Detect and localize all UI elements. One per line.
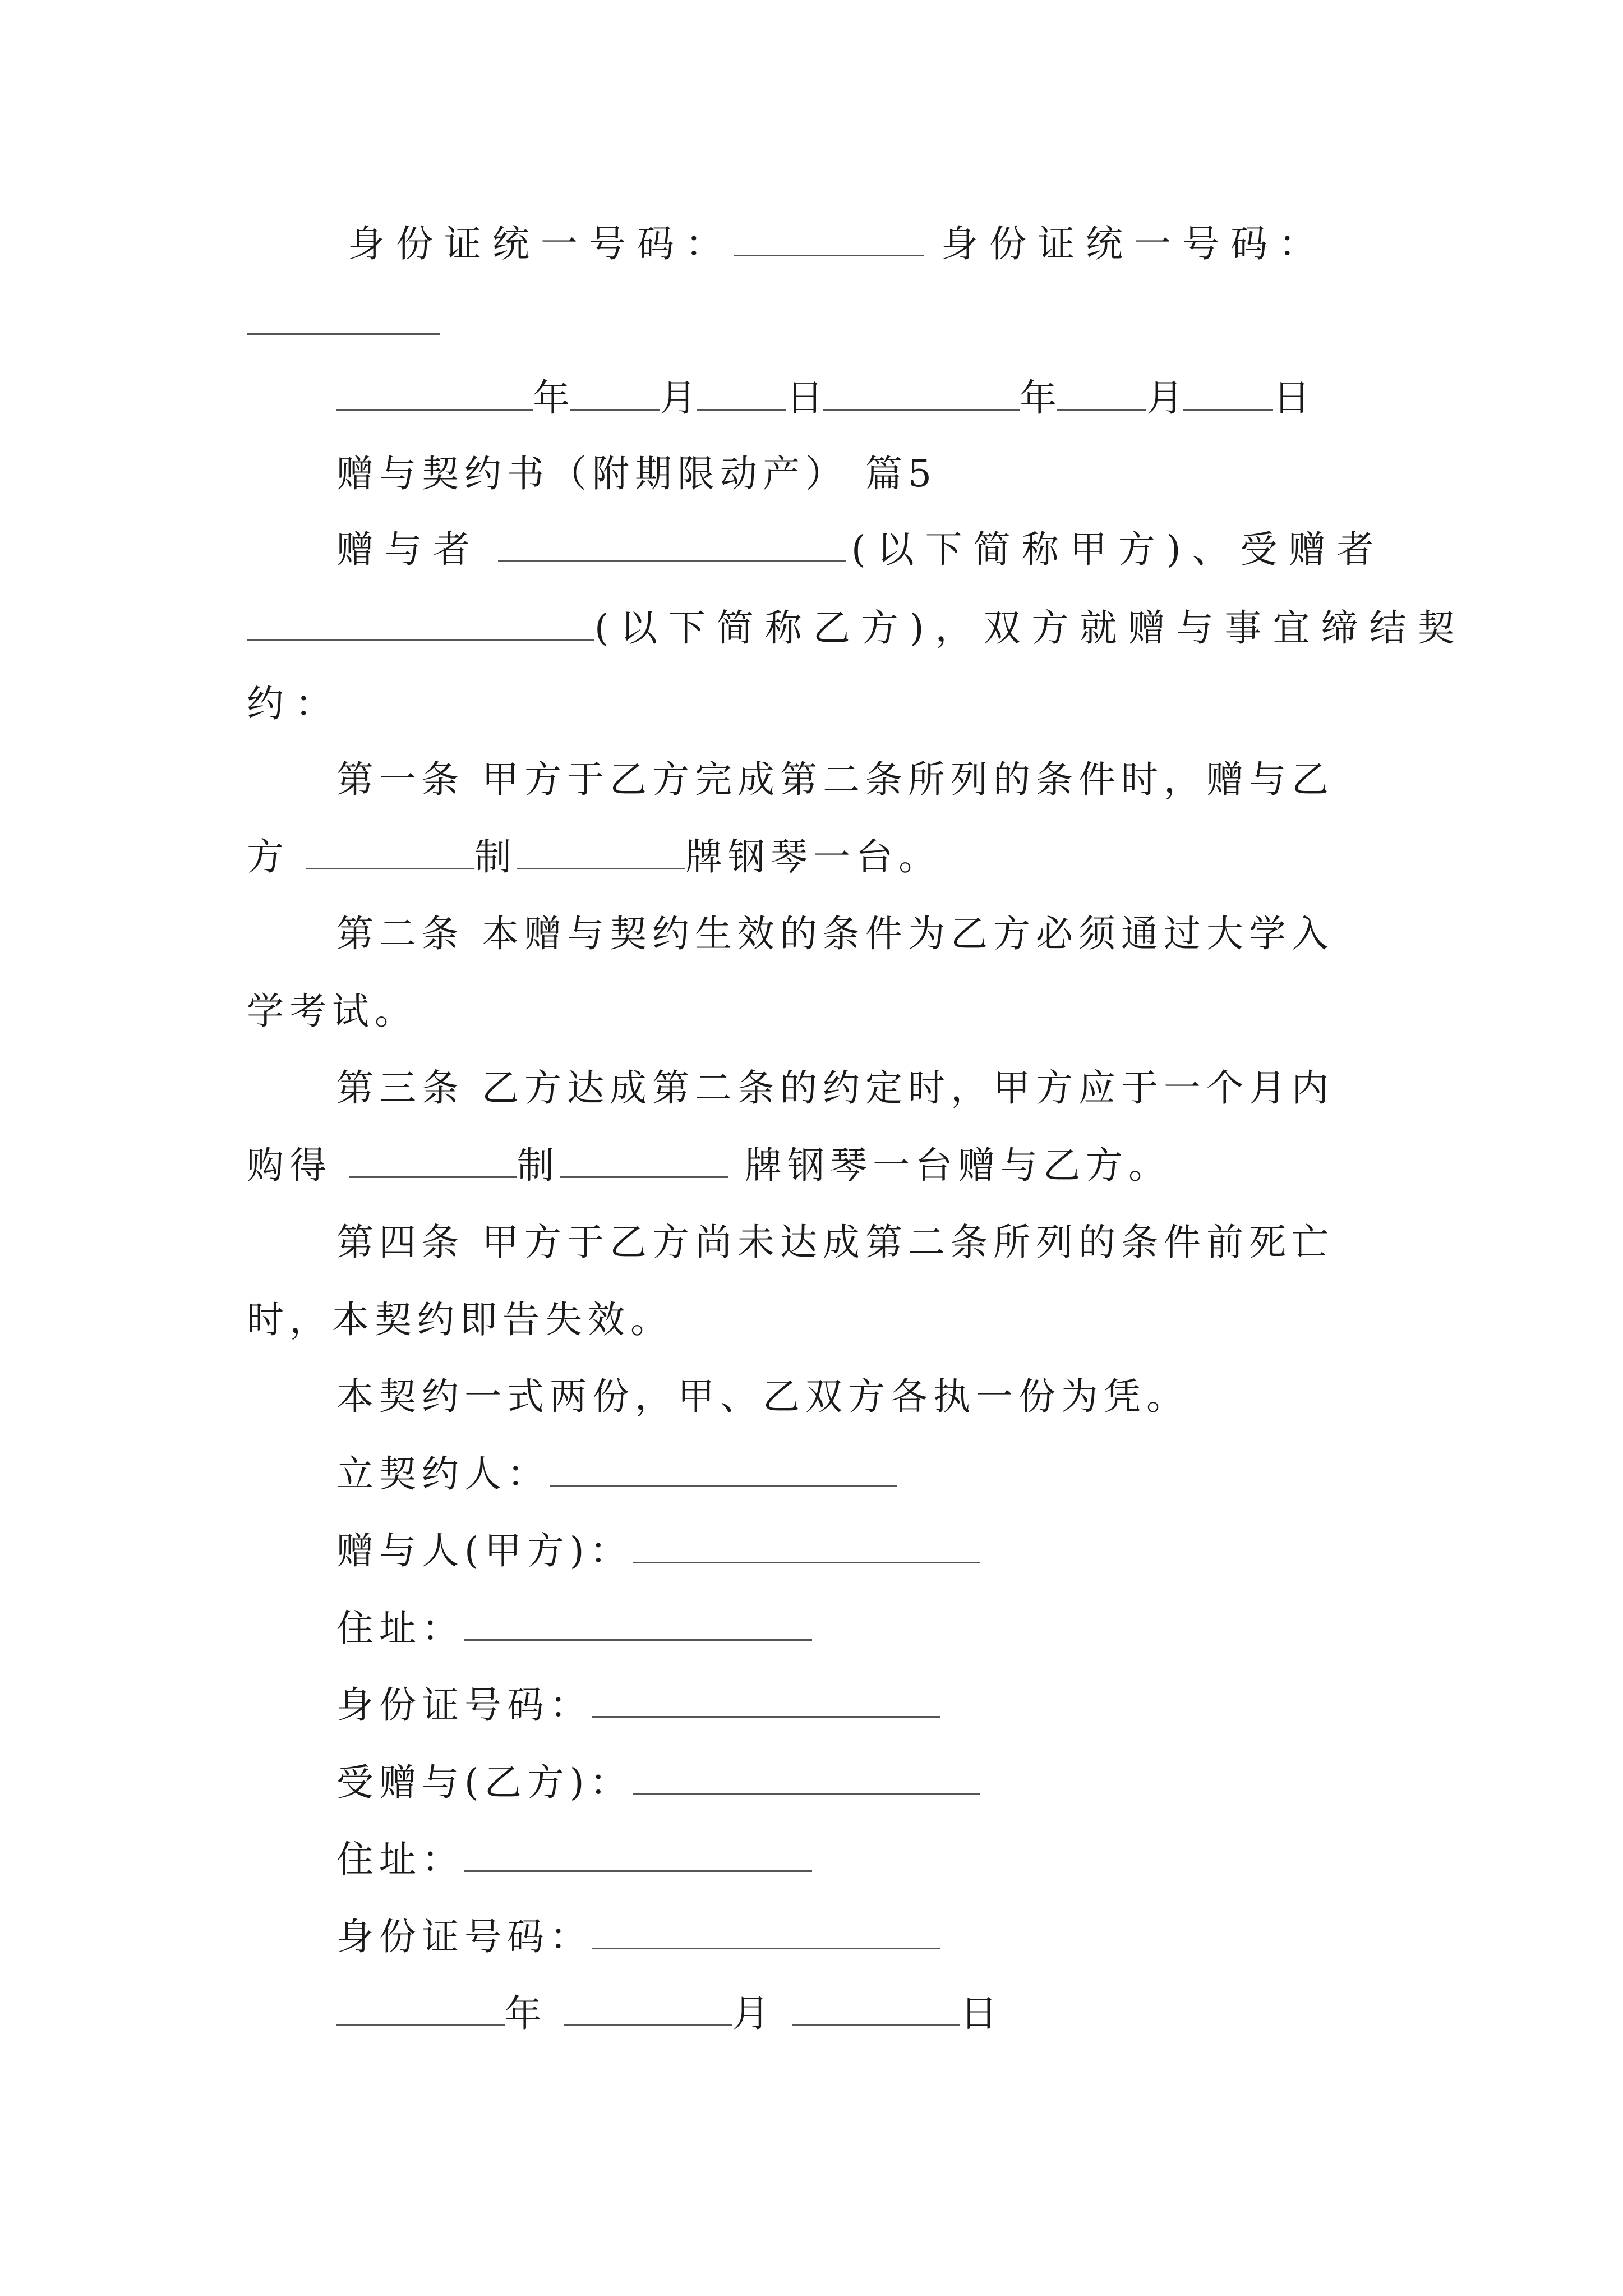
sig-donor-address-label: 住址： xyxy=(336,1607,464,1650)
article-1-blank-a xyxy=(306,835,474,869)
year-label-b: 年 xyxy=(1020,376,1057,420)
article-3-goude: 购得 xyxy=(247,1144,332,1187)
intro-part2: (以下简称乙方)，双方就赠与事宜缔结契 xyxy=(594,606,1466,650)
copies-statement: 本契约一式两份，甲、乙双方各执一份为凭。 xyxy=(336,1375,1189,1418)
sig-donee-line xyxy=(336,1760,980,1805)
sig-donee-address-line xyxy=(336,1837,812,1882)
year-blank-a xyxy=(336,376,533,411)
intro-line-3: 约： xyxy=(247,682,343,725)
donee-blank xyxy=(247,606,594,641)
month-blank-a xyxy=(570,376,660,411)
article-1-line-2 xyxy=(247,835,941,880)
date-pair-line xyxy=(336,376,1310,421)
sig-party-blank xyxy=(550,1452,897,1487)
final-date-line xyxy=(336,1991,1003,2036)
donor-blank xyxy=(498,528,846,562)
month-label-b: 月 xyxy=(1146,376,1183,420)
sig-donee-address-label: 住址： xyxy=(336,1838,464,1881)
id-blank-a xyxy=(734,222,924,256)
sig-donee-blank xyxy=(633,1761,980,1795)
id-label-a: 身份证统一号码： xyxy=(348,222,734,265)
day-blank-a xyxy=(697,376,786,411)
article-1-end: 牌钢琴一台。 xyxy=(685,835,941,878)
article-2-line-1: 第二条 本赠与契约生效的条件为乙方必须通过大学入 xyxy=(336,912,1334,955)
sig-donor-id-line xyxy=(336,1683,940,1728)
article-3-end: 牌钢琴一台赠与乙方。 xyxy=(745,1144,1171,1187)
article-3-zhi: 制 xyxy=(517,1144,560,1187)
donor-label: 赠与者 xyxy=(336,528,481,571)
year-blank-b xyxy=(823,376,1020,411)
article-1-blank-b xyxy=(517,835,685,869)
sig-donee-id-label: 身份证号码： xyxy=(336,1915,592,1958)
article-3-line-1: 第三条 乙方达成第二条的约定时，甲方应于一个月内 xyxy=(336,1066,1334,1110)
day-label-b: 日 xyxy=(1273,376,1310,420)
sig-donor-id-label: 身份证号码： xyxy=(336,1683,592,1727)
article-3-blank-a xyxy=(349,1144,517,1178)
year-label-a: 年 xyxy=(533,376,570,420)
final-year-blank xyxy=(336,1992,505,2026)
sig-donee-address-blank xyxy=(464,1838,812,1872)
article-4-line-1: 第四条 甲方于乙方尚未达成第二条所列的条件前死亡 xyxy=(336,1221,1334,1264)
sig-party-line xyxy=(336,1452,897,1497)
final-day-blank xyxy=(792,1992,960,2026)
day-label-a: 日 xyxy=(786,376,823,420)
id-label-b: 身份证统一号码： xyxy=(941,222,1327,265)
id-number-line xyxy=(348,222,1327,266)
article-1-fang: 方 xyxy=(247,835,289,878)
article-4-line-2: 时，本契约即告失效。 xyxy=(247,1298,673,1341)
sig-donee-id-line xyxy=(336,1915,940,1959)
sig-donor-address-blank xyxy=(464,1607,812,1641)
sig-party-label: 立契约人： xyxy=(336,1452,550,1496)
month-blank-b xyxy=(1057,376,1146,411)
intro-line-2 xyxy=(247,606,1466,651)
document-title: 赠与契约书（附期限动产） 篇5 xyxy=(336,452,937,495)
article-2-line-2: 学考试。 xyxy=(247,990,417,1033)
sig-donor-line xyxy=(336,1529,980,1573)
article-1-line-1: 第一条 甲方于乙方完成第二条所列的条件时，赠与乙 xyxy=(336,758,1334,801)
intro-line-1 xyxy=(336,527,1385,572)
intro-part1: (以下简称甲方)、受赠者 xyxy=(851,528,1385,571)
final-month-label: 月 xyxy=(732,1992,775,2035)
final-year-label: 年 xyxy=(505,1992,547,2035)
id-blank-b xyxy=(247,301,440,335)
sig-donor-label: 赠与人(甲方)： xyxy=(336,1529,633,1572)
sig-donor-id-blank xyxy=(592,1683,940,1718)
month-label-a: 月 xyxy=(660,376,697,420)
final-day-label: 日 xyxy=(960,1992,1003,2035)
article-1-zhi: 制 xyxy=(474,835,517,878)
article-3-line-2 xyxy=(247,1143,1171,1188)
id-number-line-wrap xyxy=(247,300,440,345)
sig-donee-id-blank xyxy=(592,1915,940,1949)
sig-donor-blank xyxy=(633,1529,980,1563)
sig-donor-address-line xyxy=(336,1606,812,1651)
sig-donee-label: 受赠与(乙方)： xyxy=(336,1761,633,1804)
final-month-blank xyxy=(564,1992,732,2026)
article-3-blank-b xyxy=(560,1144,728,1178)
day-blank-b xyxy=(1183,376,1273,411)
